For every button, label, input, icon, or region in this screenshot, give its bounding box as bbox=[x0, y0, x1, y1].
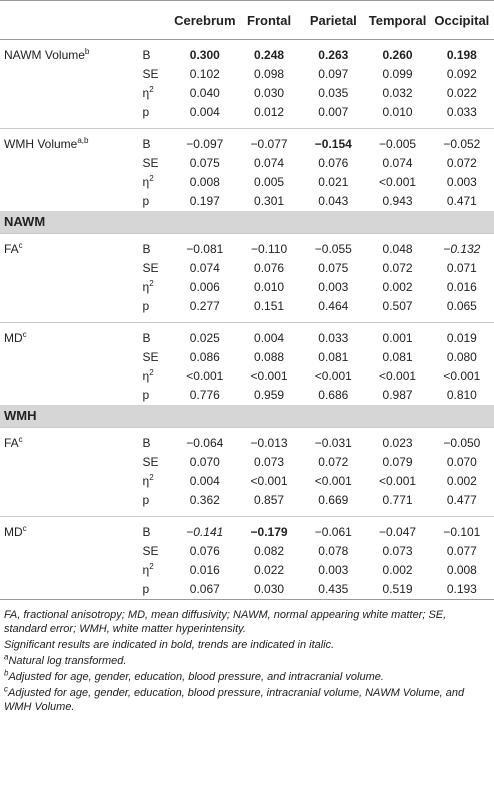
row-label-empty bbox=[0, 367, 133, 386]
value-cell: 0.080 bbox=[446, 350, 477, 364]
value-cell: 0.686 bbox=[318, 388, 349, 402]
value-cell: 0.776 bbox=[189, 388, 220, 402]
value-cell: 0.007 bbox=[301, 103, 365, 129]
table-row bbox=[0, 580, 494, 599]
value-cell: −0.097 bbox=[186, 137, 224, 151]
row-label-empty bbox=[0, 84, 133, 103]
row-label-empty bbox=[0, 472, 133, 491]
stat-label bbox=[133, 367, 173, 386]
value-cell: 0.070 bbox=[446, 455, 477, 469]
value-cell: 0.987 bbox=[382, 388, 413, 402]
row-label-superscript: c bbox=[18, 435, 23, 444]
value-cell: 0.197 bbox=[189, 194, 220, 208]
row-label bbox=[0, 129, 133, 155]
value-cell: −0.154 bbox=[314, 137, 352, 151]
stat-label bbox=[133, 561, 173, 580]
stat-label bbox=[133, 154, 173, 173]
value-cell: 0.943 bbox=[382, 194, 413, 208]
table-row bbox=[0, 259, 494, 278]
stat-label bbox=[133, 428, 173, 454]
footnote-b: $^b$Adjusted for age, gender, education, blood pressure, and intracranial volume. bbox=[4, 668, 384, 683]
row-label-empty bbox=[0, 386, 133, 405]
stat-label-text: SE bbox=[142, 455, 159, 469]
row-label-superscript: c bbox=[22, 524, 27, 533]
value-cell: 0.023 bbox=[382, 436, 413, 450]
value-cell: −0.055 bbox=[314, 242, 352, 256]
stat-label-text: p bbox=[142, 582, 150, 596]
value-cell: 0.035 bbox=[318, 86, 349, 100]
value-cell: 0.771 bbox=[365, 491, 429, 517]
stat-label bbox=[133, 297, 173, 323]
value-cell: 0.260 bbox=[382, 48, 413, 62]
stat-superscript: 2 bbox=[149, 562, 154, 571]
value-cell: 0.076 bbox=[254, 261, 285, 275]
value-cell: 0.464 bbox=[301, 297, 365, 323]
stat-label-text: p bbox=[142, 299, 150, 313]
stat-label bbox=[133, 192, 173, 211]
value-cell: −0.110 bbox=[250, 242, 288, 256]
value-cell: 0.082 bbox=[254, 544, 285, 558]
section-label: WMH bbox=[0, 405, 494, 428]
value-cell: 0.074 bbox=[382, 156, 413, 170]
row-label bbox=[0, 40, 133, 66]
value-cell: 0.301 bbox=[254, 194, 285, 208]
value-cell: 0.073 bbox=[382, 544, 413, 558]
value-cell: 0.022 bbox=[254, 563, 285, 577]
stat-label bbox=[133, 103, 173, 129]
value-cell: 0.277 bbox=[173, 297, 237, 323]
table-row bbox=[0, 323, 494, 349]
value-cell: 0.030 bbox=[254, 86, 285, 100]
value-cell: 0.065 bbox=[430, 297, 494, 323]
value-cell: 0.002 bbox=[382, 280, 413, 294]
value-cell: 0.193 bbox=[446, 582, 477, 596]
column-header-temporal: Temporal bbox=[365, 1, 429, 40]
value-cell: <0.001 bbox=[250, 474, 288, 488]
stat-superscript: 2 bbox=[149, 368, 154, 377]
row-label-superscript: c bbox=[18, 241, 23, 250]
table-row bbox=[0, 297, 494, 323]
stat-label bbox=[133, 65, 173, 84]
value-cell: 0.004 bbox=[189, 474, 220, 488]
value-cell: 0.362 bbox=[173, 491, 237, 517]
stat-label bbox=[133, 84, 173, 103]
row-label-empty bbox=[0, 103, 133, 129]
value-cell: −0.005 bbox=[379, 137, 417, 151]
footnote-a: $^a$Natural log transformed. bbox=[4, 652, 127, 667]
stat-superscript: 2 bbox=[149, 85, 154, 94]
table-row bbox=[0, 517, 494, 543]
row-label-text: FA bbox=[4, 242, 19, 256]
row-label-text: MD bbox=[4, 525, 23, 539]
value-cell: 0.067 bbox=[189, 582, 220, 596]
value-cell: <0.001 bbox=[379, 175, 417, 189]
value-cell: 0.072 bbox=[446, 156, 477, 170]
value-cell: 0.959 bbox=[254, 388, 285, 402]
value-cell: 0.030 bbox=[254, 582, 285, 596]
table-row bbox=[0, 129, 494, 155]
value-cell: 0.435 bbox=[318, 582, 349, 596]
value-cell: 0.075 bbox=[189, 156, 220, 170]
stat-label bbox=[133, 348, 173, 367]
stat-label bbox=[133, 40, 173, 66]
table-row bbox=[0, 278, 494, 297]
table-row bbox=[0, 386, 494, 405]
value-cell: −0.179 bbox=[250, 525, 288, 539]
row-label bbox=[0, 323, 133, 349]
row-label-empty bbox=[0, 173, 133, 192]
stat-label-text: η bbox=[142, 369, 150, 383]
table-row bbox=[0, 491, 494, 517]
value-cell: 0.099 bbox=[382, 67, 413, 81]
value-cell: 0.300 bbox=[189, 48, 220, 62]
stat-label-text: B bbox=[142, 137, 151, 151]
row-label-empty bbox=[0, 491, 133, 517]
value-cell: −0.081 bbox=[186, 242, 224, 256]
value-cell: 0.043 bbox=[318, 194, 349, 208]
row-label bbox=[0, 428, 133, 454]
value-cell: 0.002 bbox=[382, 563, 413, 577]
value-cell: 0.071 bbox=[446, 261, 477, 275]
value-cell: 0.003 bbox=[318, 563, 349, 577]
value-cell: 0.198 bbox=[446, 48, 477, 62]
value-cell: 0.075 bbox=[318, 261, 349, 275]
row-label-empty bbox=[0, 561, 133, 580]
table-row bbox=[0, 348, 494, 367]
row-label-empty bbox=[0, 278, 133, 297]
value-cell: 0.077 bbox=[446, 544, 477, 558]
value-cell: 0.033 bbox=[318, 331, 349, 345]
stat-label-text: p bbox=[142, 388, 150, 402]
value-cell: −0.052 bbox=[443, 137, 481, 151]
value-cell: <0.001 bbox=[314, 474, 352, 488]
stat-label-text: B bbox=[142, 436, 151, 450]
stat-label-text: B bbox=[142, 48, 151, 62]
value-cell: 0.001 bbox=[382, 331, 413, 345]
table-row bbox=[0, 234, 494, 260]
row-label bbox=[0, 234, 133, 260]
stat-label-text: B bbox=[142, 331, 151, 345]
stat-label bbox=[133, 542, 173, 561]
value-cell: −0.061 bbox=[314, 525, 352, 539]
row-label-empty bbox=[0, 259, 133, 278]
value-cell: 0.072 bbox=[318, 455, 349, 469]
table-row bbox=[0, 472, 494, 491]
stat-label-text: p bbox=[142, 105, 150, 119]
row-label-superscript: a,b bbox=[77, 136, 89, 145]
value-cell: 0.081 bbox=[382, 350, 413, 364]
stat-label bbox=[133, 453, 173, 472]
value-cell: 0.263 bbox=[318, 48, 349, 62]
value-cell: 0.857 bbox=[237, 491, 301, 517]
value-cell: 0.477 bbox=[430, 491, 494, 517]
value-cell: 0.072 bbox=[382, 261, 413, 275]
header-blank bbox=[0, 1, 133, 40]
value-cell: 0.032 bbox=[382, 86, 413, 100]
value-cell: −0.050 bbox=[443, 436, 481, 450]
value-cell: −0.064 bbox=[186, 436, 224, 450]
row-label-text: MD bbox=[4, 331, 23, 345]
value-cell: 0.151 bbox=[237, 297, 301, 323]
value-cell: 0.010 bbox=[254, 280, 285, 294]
value-cell: 0.519 bbox=[382, 582, 413, 596]
value-cell: 0.048 bbox=[382, 242, 413, 256]
value-cell: 0.012 bbox=[237, 103, 301, 129]
table-row bbox=[0, 367, 494, 386]
value-cell: 0.471 bbox=[446, 194, 477, 208]
stat-label-text: p bbox=[142, 493, 150, 507]
stat-label bbox=[133, 278, 173, 297]
value-cell: 0.081 bbox=[318, 350, 349, 364]
value-cell: 0.098 bbox=[254, 67, 285, 81]
value-cell: 0.079 bbox=[382, 455, 413, 469]
stat-superscript: 2 bbox=[149, 174, 154, 183]
stat-label bbox=[133, 259, 173, 278]
row-label-empty bbox=[0, 297, 133, 323]
table-row bbox=[0, 173, 494, 192]
value-cell: 0.004 bbox=[254, 331, 285, 345]
value-cell: −0.013 bbox=[250, 436, 288, 450]
column-header-cerebrum: Cerebrum bbox=[173, 1, 237, 40]
value-cell: 0.810 bbox=[446, 388, 477, 402]
column-header-occipital: Occipital bbox=[430, 1, 494, 40]
table-footnotes bbox=[0, 599, 494, 714]
table-header bbox=[0, 1, 494, 40]
value-cell: 0.004 bbox=[173, 103, 237, 129]
row-label-empty bbox=[0, 192, 133, 211]
section-label: NAWM bbox=[0, 211, 494, 234]
value-cell: <0.001 bbox=[186, 369, 224, 383]
value-cell: 0.010 bbox=[365, 103, 429, 129]
stat-label-text: SE bbox=[142, 544, 159, 558]
row-label-empty bbox=[0, 348, 133, 367]
value-cell: 0.669 bbox=[301, 491, 365, 517]
row-label-text: FA bbox=[4, 436, 19, 450]
row-label-empty bbox=[0, 542, 133, 561]
header-row bbox=[0, 1, 494, 40]
column-header-frontal: Frontal bbox=[237, 1, 301, 40]
value-cell: −0.141 bbox=[186, 525, 224, 539]
value-cell: 0.002 bbox=[446, 474, 477, 488]
value-cell: 0.092 bbox=[446, 67, 477, 81]
value-cell: −0.047 bbox=[379, 525, 417, 539]
value-cell: 0.019 bbox=[446, 331, 477, 345]
table-row bbox=[0, 561, 494, 580]
stat-label-text: B bbox=[142, 242, 151, 256]
table-row bbox=[0, 154, 494, 173]
table-row bbox=[0, 192, 494, 211]
value-cell: 0.005 bbox=[254, 175, 285, 189]
stat-label bbox=[133, 129, 173, 155]
value-cell: 0.088 bbox=[254, 350, 285, 364]
value-cell: 0.003 bbox=[318, 280, 349, 294]
value-cell: <0.001 bbox=[250, 369, 288, 383]
stat-label bbox=[133, 173, 173, 192]
value-cell: −0.132 bbox=[443, 242, 481, 256]
footnote-c: $^c$Adjusted for age, gender, education, blood pressure, intracranial volume, NAWM Volume, and WMH Volume. bbox=[4, 684, 465, 713]
row-label-superscript: c bbox=[22, 330, 27, 339]
value-cell: 0.248 bbox=[254, 48, 285, 62]
value-cell: 0.076 bbox=[318, 156, 349, 170]
header-blank bbox=[133, 1, 173, 40]
value-cell: 0.003 bbox=[446, 175, 477, 189]
value-cell: 0.016 bbox=[189, 563, 220, 577]
stat-superscript: 2 bbox=[149, 473, 154, 482]
footnote-abbreviations: FA, fractional anisotropy; MD, mean diffusivity; NAWM, normal appearing white matter; SE, standard error; WMH, white matter hyperintensity. bbox=[4, 609, 447, 635]
table-row bbox=[0, 103, 494, 129]
row-label-empty bbox=[0, 154, 133, 173]
row-label-empty bbox=[0, 65, 133, 84]
value-cell: 0.008 bbox=[446, 563, 477, 577]
stat-label-text: η bbox=[142, 280, 150, 294]
row-label-text: NAWM Volume bbox=[4, 48, 85, 62]
stat-label bbox=[133, 491, 173, 517]
value-cell: <0.001 bbox=[379, 369, 417, 383]
stat-label-text: SE bbox=[142, 156, 159, 170]
value-cell: 0.097 bbox=[318, 67, 349, 81]
stat-label bbox=[133, 323, 173, 349]
section-row-nawm bbox=[0, 211, 494, 234]
stat-label-text: B bbox=[142, 525, 151, 539]
stat-label-text: SE bbox=[142, 67, 159, 81]
table-body bbox=[0, 40, 494, 600]
table-row bbox=[0, 428, 494, 454]
value-cell: 0.086 bbox=[189, 350, 220, 364]
value-cell: 0.507 bbox=[365, 297, 429, 323]
section-row-wmh bbox=[0, 405, 494, 428]
row-label-superscript: b bbox=[84, 47, 90, 56]
table-row bbox=[0, 453, 494, 472]
value-cell: 0.074 bbox=[189, 261, 220, 275]
table-row bbox=[0, 542, 494, 561]
stat-label-text: p bbox=[142, 194, 150, 208]
stat-label bbox=[133, 386, 173, 405]
stat-label bbox=[133, 472, 173, 491]
stat-label-text: η bbox=[142, 175, 150, 189]
row-label bbox=[0, 517, 133, 543]
value-cell: 0.070 bbox=[189, 455, 220, 469]
value-cell: 0.008 bbox=[189, 175, 220, 189]
stat-label-text: SE bbox=[142, 261, 159, 275]
row-label-empty bbox=[0, 453, 133, 472]
stat-label-text: η bbox=[142, 474, 150, 488]
value-cell: −0.077 bbox=[250, 137, 288, 151]
value-cell: 0.102 bbox=[189, 67, 220, 81]
stat-label bbox=[133, 580, 173, 599]
value-cell: <0.001 bbox=[379, 474, 417, 488]
table-row bbox=[0, 40, 494, 66]
value-cell: −0.101 bbox=[443, 525, 481, 539]
column-header-parietal: Parietal bbox=[301, 1, 365, 40]
value-cell: <0.001 bbox=[443, 369, 481, 383]
value-cell: 0.033 bbox=[430, 103, 494, 129]
value-cell: 0.076 bbox=[189, 544, 220, 558]
stat-label-text: η bbox=[142, 86, 150, 100]
value-cell: 0.022 bbox=[446, 86, 477, 100]
value-cell: <0.001 bbox=[314, 369, 352, 383]
stat-superscript: 2 bbox=[149, 279, 154, 288]
stat-label bbox=[133, 234, 173, 260]
value-cell: 0.073 bbox=[254, 455, 285, 469]
value-cell: 0.078 bbox=[318, 544, 349, 558]
value-cell: −0.031 bbox=[314, 436, 352, 450]
stat-label bbox=[133, 517, 173, 543]
stat-label-text: SE bbox=[142, 350, 159, 364]
value-cell: 0.021 bbox=[318, 175, 349, 189]
value-cell: 0.040 bbox=[189, 86, 220, 100]
stat-label-text: η bbox=[142, 563, 150, 577]
row-label-empty bbox=[0, 580, 133, 599]
value-cell: 0.016 bbox=[446, 280, 477, 294]
table-row bbox=[0, 65, 494, 84]
value-cell: 0.006 bbox=[189, 280, 220, 294]
footnote-significance: Significant results are indicated in bold, trends are indicated in italic. bbox=[4, 639, 335, 651]
table-row bbox=[0, 84, 494, 103]
value-cell: 0.025 bbox=[189, 331, 220, 345]
row-label-text: WMH Volume bbox=[4, 137, 78, 151]
value-cell: 0.074 bbox=[254, 156, 285, 170]
